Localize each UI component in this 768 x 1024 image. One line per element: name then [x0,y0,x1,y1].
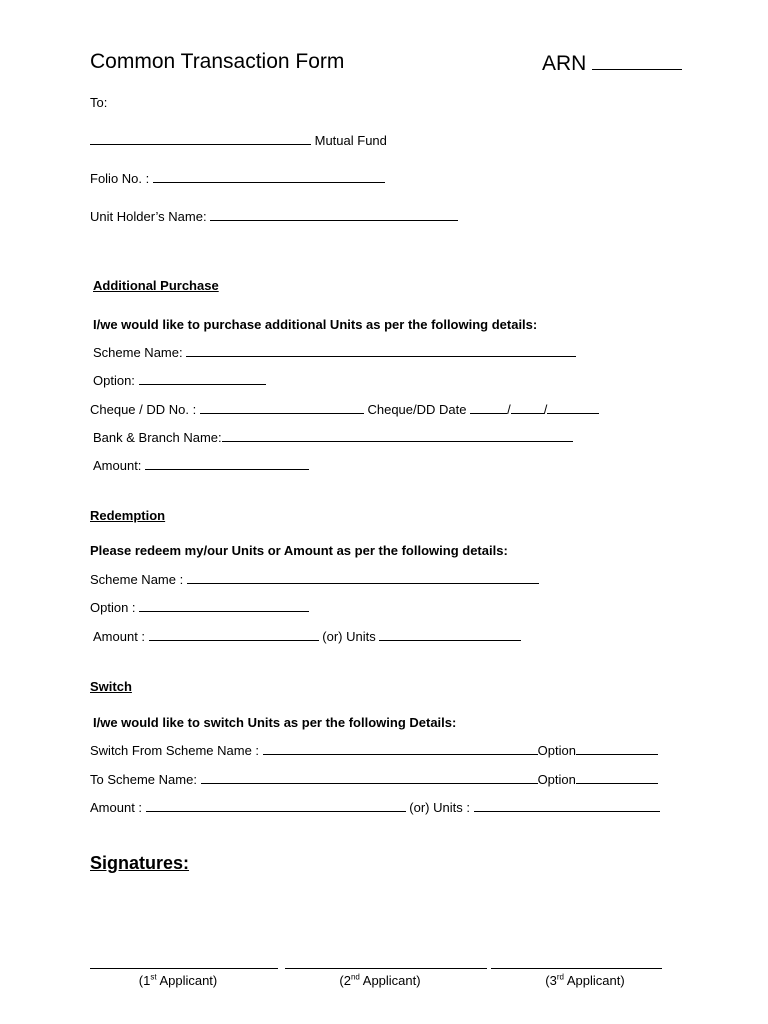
applicant-2-rest: Applicant) [359,973,421,988]
sw-units-input-line[interactable] [474,810,660,812]
rd-option-row [90,600,309,615]
applicant-2-caption [280,973,480,988]
applicant-2-sup: nd [350,972,360,982]
ap-bank-input-line[interactable] [222,440,573,442]
applicant-1-sup: st [150,972,157,982]
ap-scheme-input-line[interactable] [186,355,576,357]
signatures-heading: Signatures: [90,853,190,873]
sw-amount-label: Amount : [90,800,143,815]
sw-to-label: To Scheme Name: [90,772,197,787]
ap-cheque-date-label: Cheque/DD Date [367,402,467,417]
sw-or-units-label: (or) Units : [409,800,470,815]
applicant-1-open: (1 [138,973,151,988]
arn-label: ARN [542,52,587,75]
ap-cheque-date-month[interactable] [511,412,544,414]
ap-option-label: Option: [93,373,135,388]
unit-holder-input-line[interactable] [210,219,458,221]
signature-line-2[interactable] [285,968,487,969]
applicant-1-rest: Applicant) [156,973,218,988]
additional-purchase-heading: Additional Purchase [93,278,219,293]
rd-scheme-input-line[interactable] [187,582,539,584]
ap-option-row [93,373,266,388]
rd-or-units-label: (or) Units [322,629,376,644]
applicant-2-open: (2 [339,973,351,988]
rd-scheme-label: Scheme Name : [90,572,184,587]
rd-amount-row [93,629,521,644]
folio-input-line[interactable] [153,181,385,183]
ap-bank-label: Bank & Branch Name: [93,430,222,445]
signature-line-1[interactable] [90,968,278,969]
switch-intro: I/we would like to switch Units as per the following Details: [93,715,457,730]
sw-amount-row [90,800,660,815]
folio-row [90,171,385,186]
ap-scheme-label: Scheme Name: [93,345,183,360]
ap-cheque-input-line[interactable] [200,412,364,414]
rd-units-input-line[interactable] [379,639,521,641]
ap-cheque-date-day[interactable] [470,412,507,414]
sw-amount-input-line[interactable] [146,810,406,812]
unit-holder-label: Unit Holder’s Name: [90,209,207,224]
arn-input-line[interactable] [592,68,682,70]
mutual-fund-label: Mutual Fund [314,133,387,148]
mutual-fund-input-line[interactable] [90,143,311,145]
arn-field [542,52,682,76]
sw-to-option-label: Option [537,772,576,787]
to-label: To: [90,95,108,110]
redemption-intro: Please redeem my/our Units or Amount as per the following details: [90,543,508,558]
sw-from-row [90,743,658,758]
additional-purchase-intro: I/we would like to purchase additional Units as per the following details: [93,317,538,332]
sw-to-row [90,772,658,787]
rd-scheme-row [90,572,539,587]
rd-option-input-line[interactable] [139,610,309,612]
switch-heading: Switch [90,679,132,694]
sw-to-option-input-line[interactable] [576,782,658,784]
applicant-3-rest: Applicant) [563,973,625,988]
ap-scheme-row [93,345,576,360]
sw-to-scheme-input-line[interactable] [201,782,538,784]
page-title: Common Transaction Form [90,50,345,73]
signature-line-3[interactable] [491,968,662,969]
ap-bank-row [93,430,573,445]
rd-option-label: Option : [90,600,136,615]
ap-amount-input-line[interactable] [145,468,309,470]
ap-cheque-date-year[interactable] [547,412,599,414]
redemption-heading: Redemption [90,508,166,523]
mutual-fund-row [90,133,387,148]
sw-from-scheme-input-line[interactable] [263,753,538,755]
sw-from-option-input-line[interactable] [576,753,658,755]
applicant-3-caption [491,973,679,988]
ap-cheque-label: Cheque / DD No. : [90,402,197,417]
applicant-3-open: (3 [545,973,557,988]
ap-amount-row [93,458,309,473]
rd-amount-input-line[interactable] [149,639,319,641]
rd-amount-label: Amount : [93,629,146,644]
folio-label: Folio No. : [90,171,150,186]
sw-from-label: Switch From Scheme Name : [90,743,260,758]
sw-from-option-label: Option [537,743,576,758]
ap-amount-label: Amount: [93,458,142,473]
ap-option-input-line[interactable] [139,383,266,385]
unit-holder-row [90,209,458,224]
ap-cheque-row: Cheque / DD No. : Cheque/DD Date / / [90,402,599,417]
applicant-1-caption [90,973,266,988]
applicant-3-sup: rd [556,972,564,982]
